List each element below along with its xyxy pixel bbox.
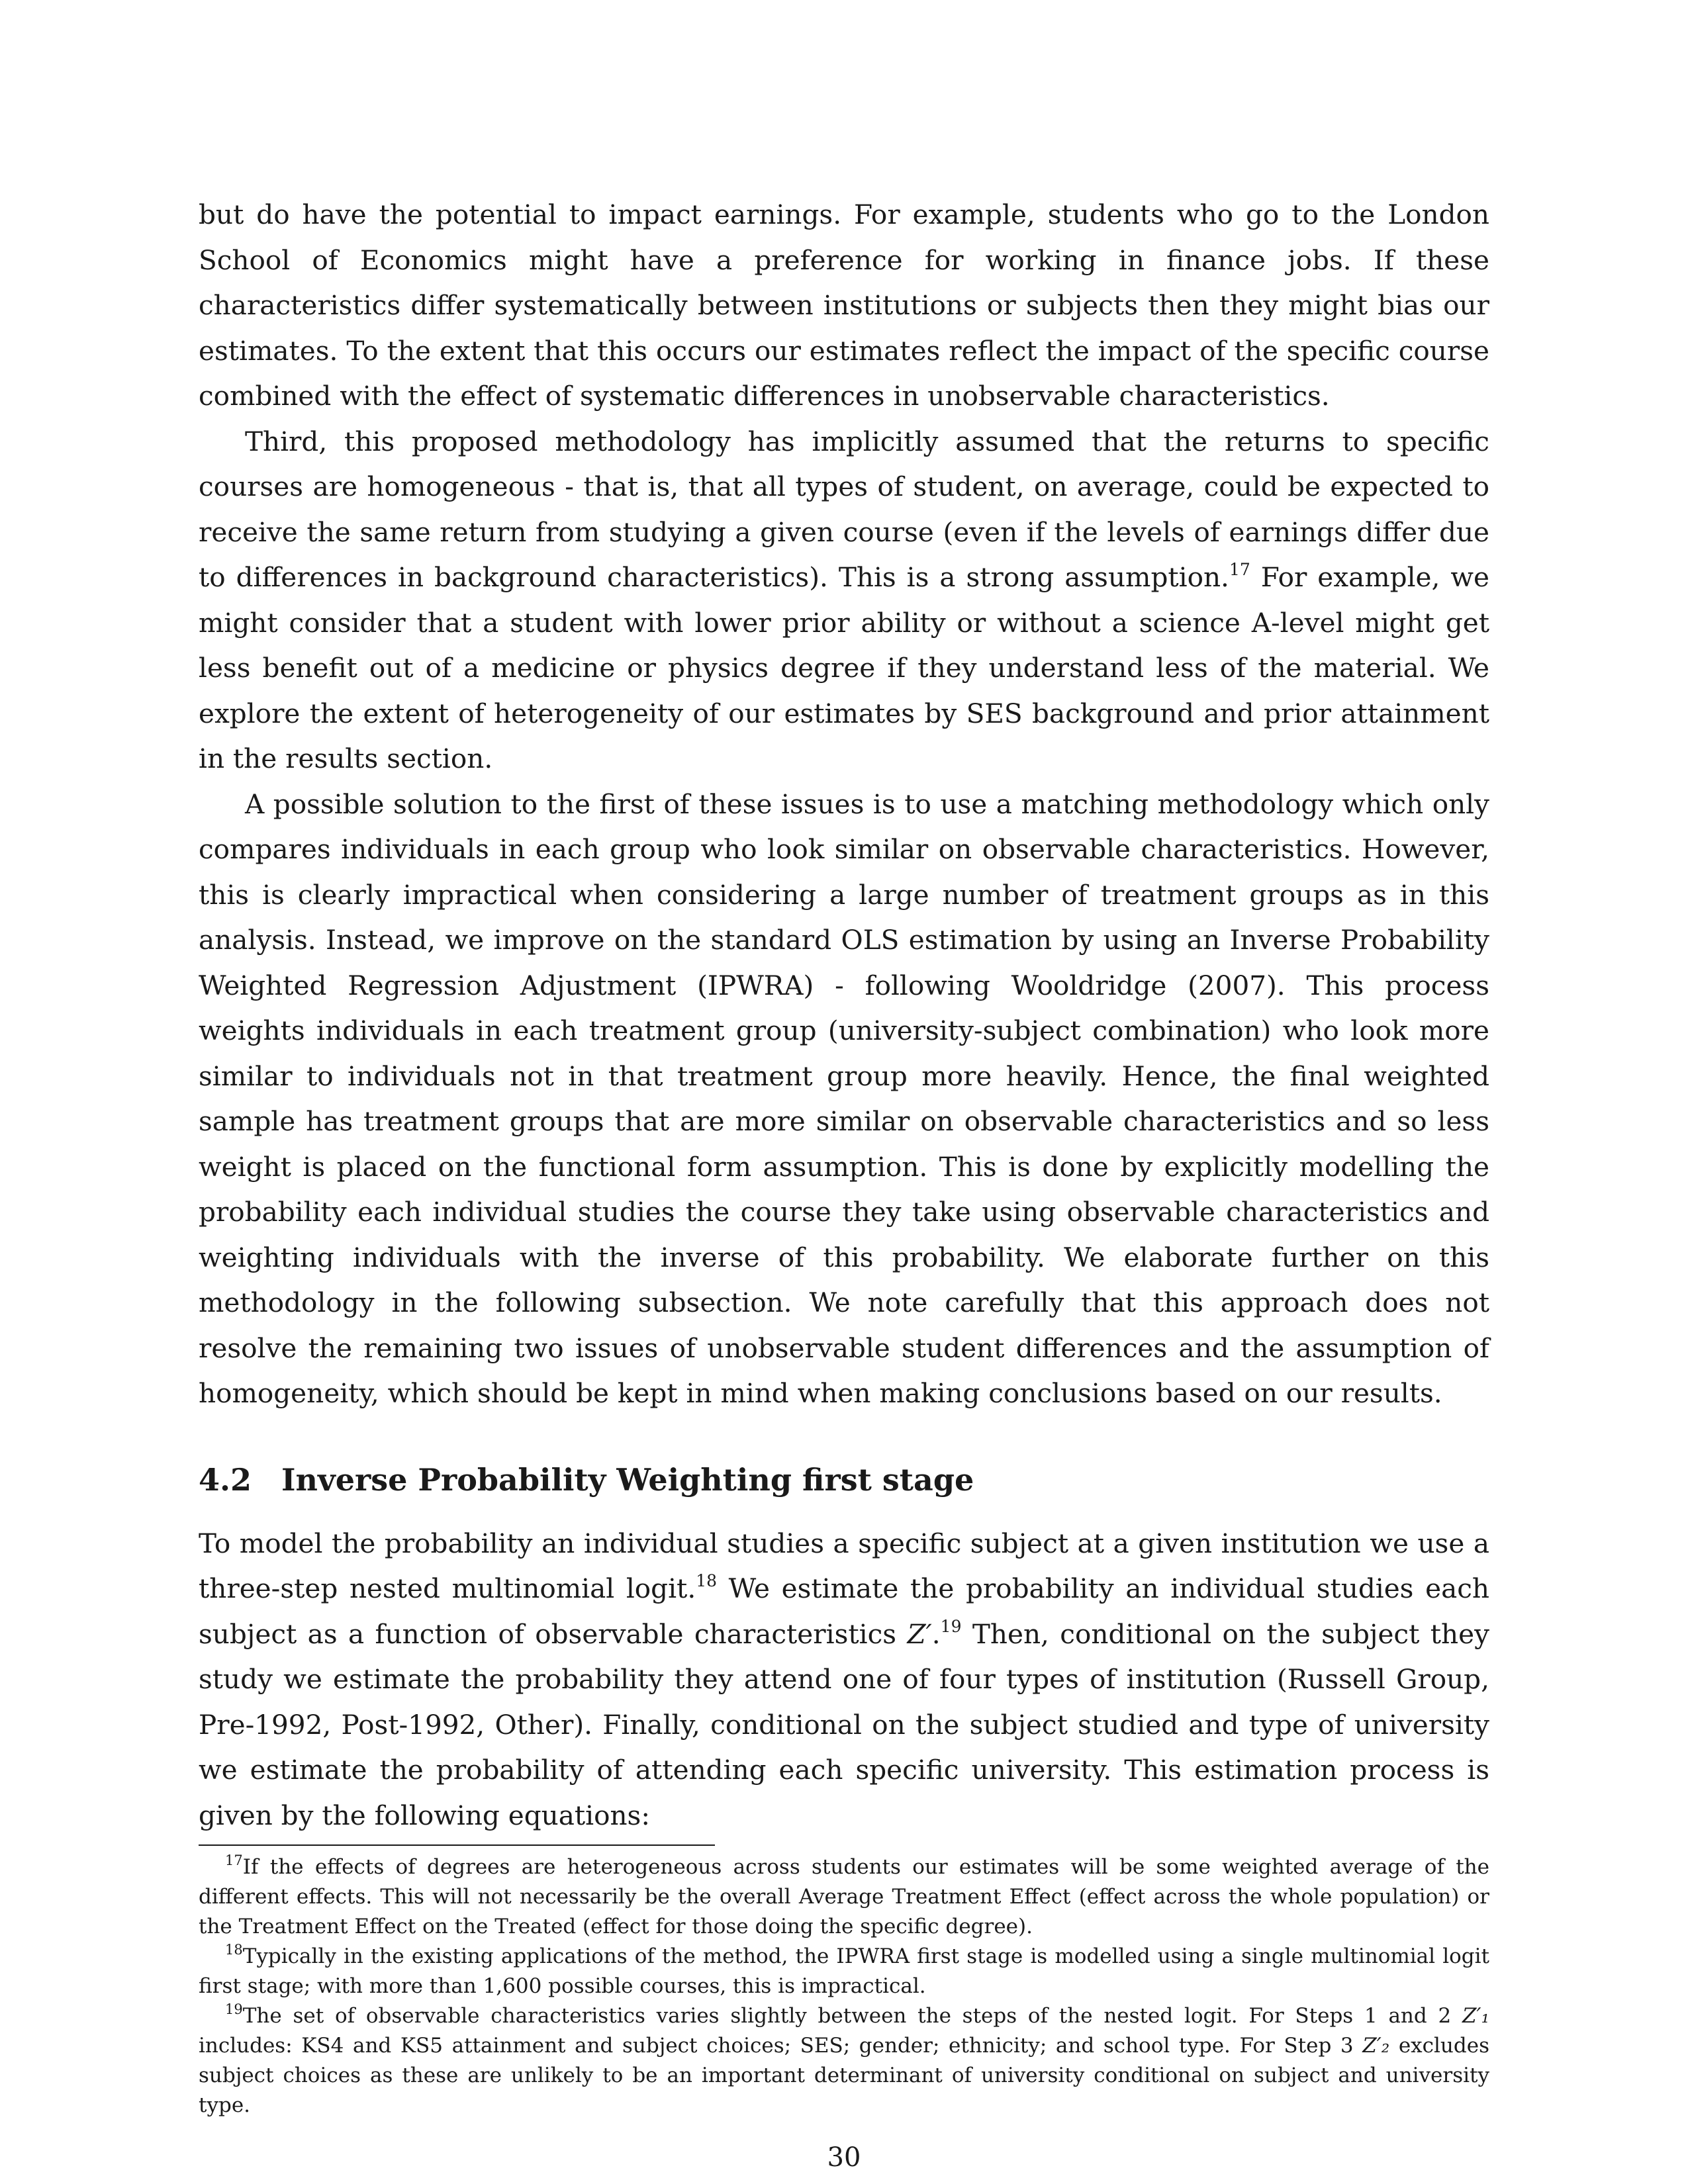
footnote-19 bbox=[199, 2001, 1489, 2120]
footnote-ref-17[interactable]: 17 bbox=[1229, 560, 1250, 579]
paragraph-2-text-a: Third, this proposed methodology has implicitly assumed that the returns to specific courses are homogeneous - that is, that all types of student, on average, could be expected to receive the same return from studying a given course (even if the levels of earnings differ due to differences in background characteristics). This is a strong assumption. bbox=[199, 425, 1489, 593]
math-z2-prime: Z′₂ bbox=[1362, 2034, 1390, 2058]
section-paragraph-text-4: Then, conditional on the subject they study we estimate the probability they attend one of four types of institution (Russell Group, Pre-1992, Post-1992, Other). Finally, conditional on the subject studied and type of university we estimate the probability of attending each specific university. This estimation process is given by the following equations: bbox=[199, 1617, 1489, 1831]
paragraph-1: but do have the potential to impact earnings. For example, students who go to the London School of Economics might have a preference for working in finance jobs. If these characteristics differ systematically between institutions or subjects then they might bias our estimates. To the extent that this occurs our estimates reflect the impact of the specific course combined with the effect of systematic differences in unobservable characteristics. bbox=[199, 199, 1489, 412]
footnote-17-text: If the effects of degrees are heterogeneous across students our estimates will be some weighted average of the different effects. This will not necessarily be the overall Average Treatment Effect (effect across the whole population) or the Treatment Effect on the Treated (effect for those doing the specific degree). bbox=[199, 1855, 1489, 1938]
paragraph-2 bbox=[199, 419, 1489, 782]
footnote-18 bbox=[199, 1942, 1489, 2001]
section-heading bbox=[199, 1460, 1489, 1500]
footnote-rule bbox=[199, 1844, 715, 1846]
page-number: 30 bbox=[827, 2142, 861, 2173]
math-z-prime: Z′ bbox=[907, 1617, 932, 1650]
footnote-ref-19[interactable]: 19 bbox=[940, 1616, 962, 1636]
footnote-17 bbox=[199, 1852, 1489, 1942]
footnote-mark-17: 17 bbox=[225, 1852, 243, 1868]
footnote-19-text-c: excludes subject choices as these are unlikely to be an important determinant of university conditional on subject and university type. bbox=[199, 2034, 1489, 2117]
footnote-19-text-a: The set of observable characteristics varies slightly between the steps of the nested logit. For Steps 1 and 2 bbox=[242, 2004, 1462, 2028]
section-paragraph-text-1: To model the probability an individual studies a specific subject at a given institution we use a three-step nested multinomial logit. bbox=[199, 1527, 1489, 1604]
page-content bbox=[199, 192, 1489, 2120]
footnote-ref-18[interactable]: 18 bbox=[696, 1571, 718, 1590]
footnotes bbox=[199, 1844, 1489, 2120]
footnote-mark-18: 18 bbox=[225, 1942, 243, 1958]
footnote-mark-19: 19 bbox=[225, 2001, 243, 2017]
math-z1-prime: Z′₁ bbox=[1462, 2004, 1489, 2028]
paragraph-2-text-b: For example, we might consider that a student with lower prior ability or without a science A-level might get less benefit out of a medicine or physics degree if they understand less of the material. We explore the extent of heterogeneity of our estimates by SES background and prior attainment in the results section. bbox=[199, 561, 1489, 774]
footnote-18-text: Typically in the existing applications of the method, the IPWRA first stage is modelled using a single multinomial logit first stage; with more than 1,600 possible courses, this is impractical. bbox=[199, 1944, 1489, 1998]
section-paragraph bbox=[199, 1521, 1489, 1839]
section-title: Inverse Probability Weighting first stage bbox=[281, 1461, 974, 1498]
section-number: 4.2 bbox=[199, 1461, 252, 1498]
section-paragraph-text-3: . bbox=[931, 1617, 941, 1650]
footnote-19-text-b: includes: KS4 and KS5 attainment and subject choices; SES; gender; ethnicity; and school type. For Step 3 bbox=[199, 2034, 1363, 2058]
section-paragraph-text-2: We estimate the probability an individual studies each subject as a function of observable characteristics bbox=[199, 1572, 1489, 1650]
paragraph-3: A possible solution to the first of these issues is to use a matching methodology which only compares individuals in each group who look similar on observable characteristics. However, this is clearly impractical when considering a large number of treatment groups as in this analysis. Instead, we improve on the standard OLS estimation by using an Inverse Probability Weighted Regression Adjustment (IPWRA) - following Wooldridge (2007). This process weights individuals in each treatment group (university-subject combination) who look more similar to individuals not in that treatment group more heavily. Hence, the final weighted sample has treatment groups that are more similar on observable characteristics and so less weight is placed on the functional form assumption. This is done by explicitly modelling the probability each individual studies the course they take using observable characteristics and weighting individuals with the inverse of this probability. We elaborate further on this methodology in the following subsection. We note carefully that this approach does not resolve the remaining two issues of unobservable student differences and the assumption of homogeneity, which should be kept in mind when making conclusions based on our results. bbox=[199, 788, 1489, 1409]
